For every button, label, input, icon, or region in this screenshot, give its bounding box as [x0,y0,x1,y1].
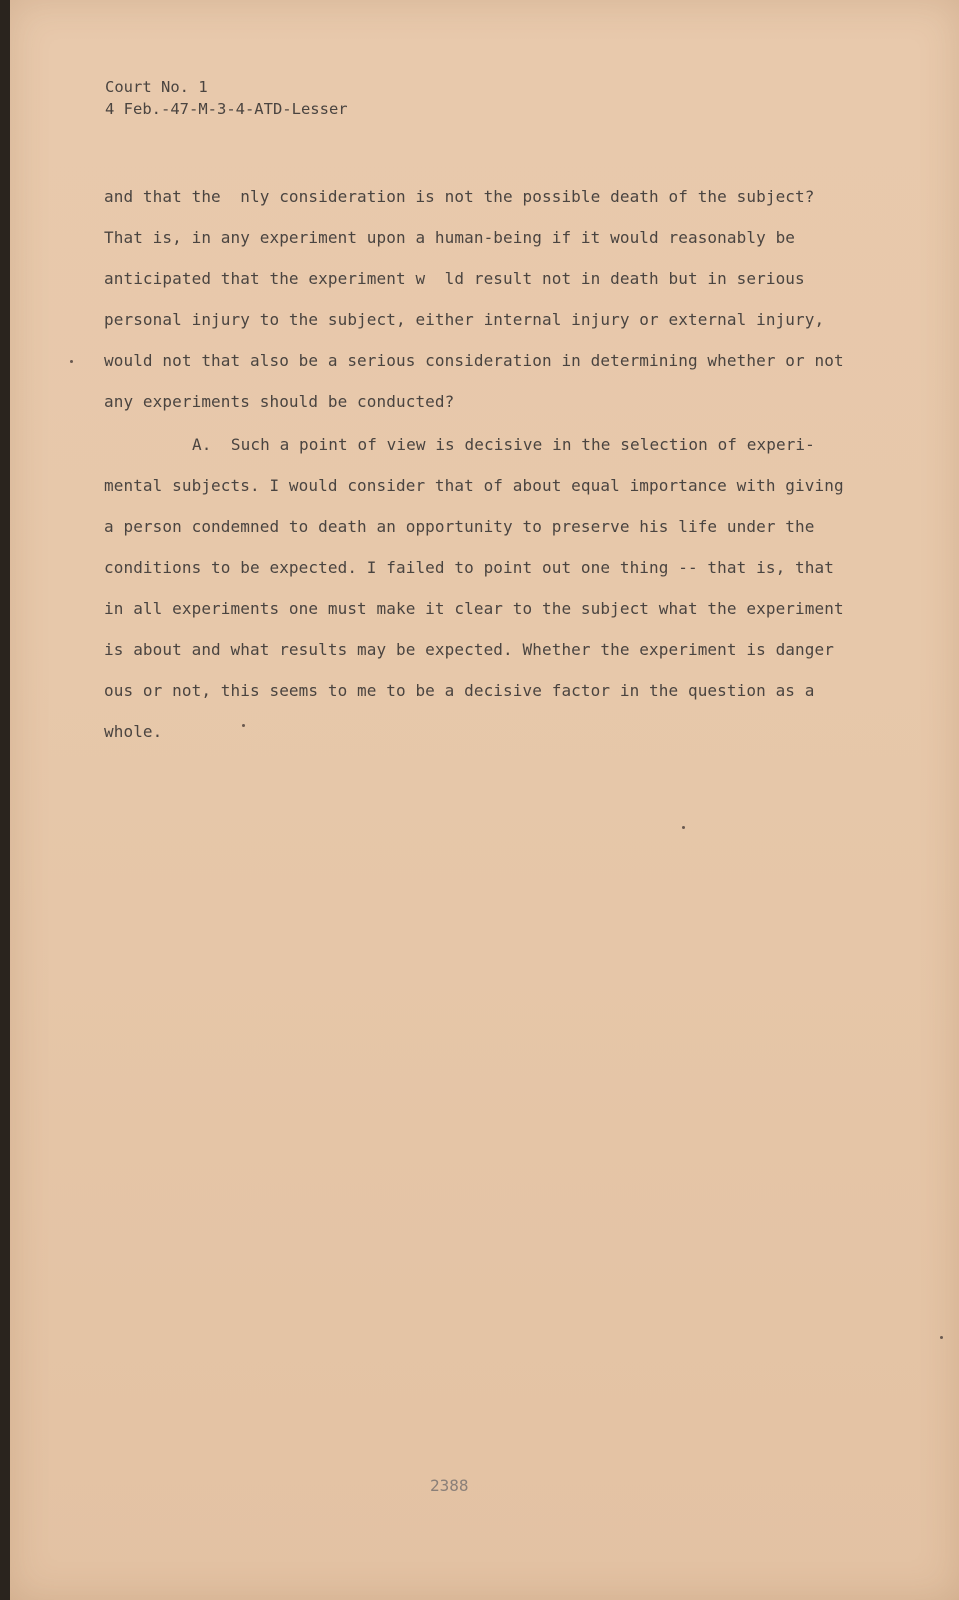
answer-line: a person condemned to death an opportunity to preserve his life under the [104,517,815,536]
page-number: 2388 [430,1476,469,1495]
answer-line: in all experiments one must make it clear to the subject what the experiment [104,599,844,618]
answer-text: A. Such a point of view is decisive in the selection of experi- [192,435,815,454]
document-page [10,0,959,1600]
question-line: anticipated that the experiment w ld result not in death but in serious [104,269,805,288]
question-line: personal injury to the subject, either internal injury or external injury, [104,310,825,329]
document-header [105,76,348,120]
answer-line: conditions to be expected. I failed to point out one thing -- that is, that [104,558,834,577]
answer-line: whole. [104,722,163,741]
answer-line: mental subjects. I would consider that of about equal importance with giving [104,476,844,495]
answer-line: ous or not, this seems to me to be a decisive factor in the question as a [104,681,815,700]
question-line: any experiments should be conducted? [104,392,455,411]
court-number: Court No. 1 [105,78,208,96]
paper-speck [242,724,245,727]
answer-line: is about and what results may be expected. Whether the experiment is danger [104,640,834,659]
document-reference: 4 Feb.-47-M-3-4-ATD-Lesser [105,100,348,118]
answer-line-first [104,424,904,465]
paper-speck [682,826,685,829]
question-line: and that the nly consideration is not the possible death of the subject? [104,187,815,206]
paper-speck [70,360,73,363]
paper-speck [940,1336,943,1339]
question-line: would not that also be a serious consideration in determining whether or not [104,351,844,370]
question-line: That is, in any experiment upon a human-being if it would reasonably be [104,228,796,247]
transcript-body [104,176,904,752]
